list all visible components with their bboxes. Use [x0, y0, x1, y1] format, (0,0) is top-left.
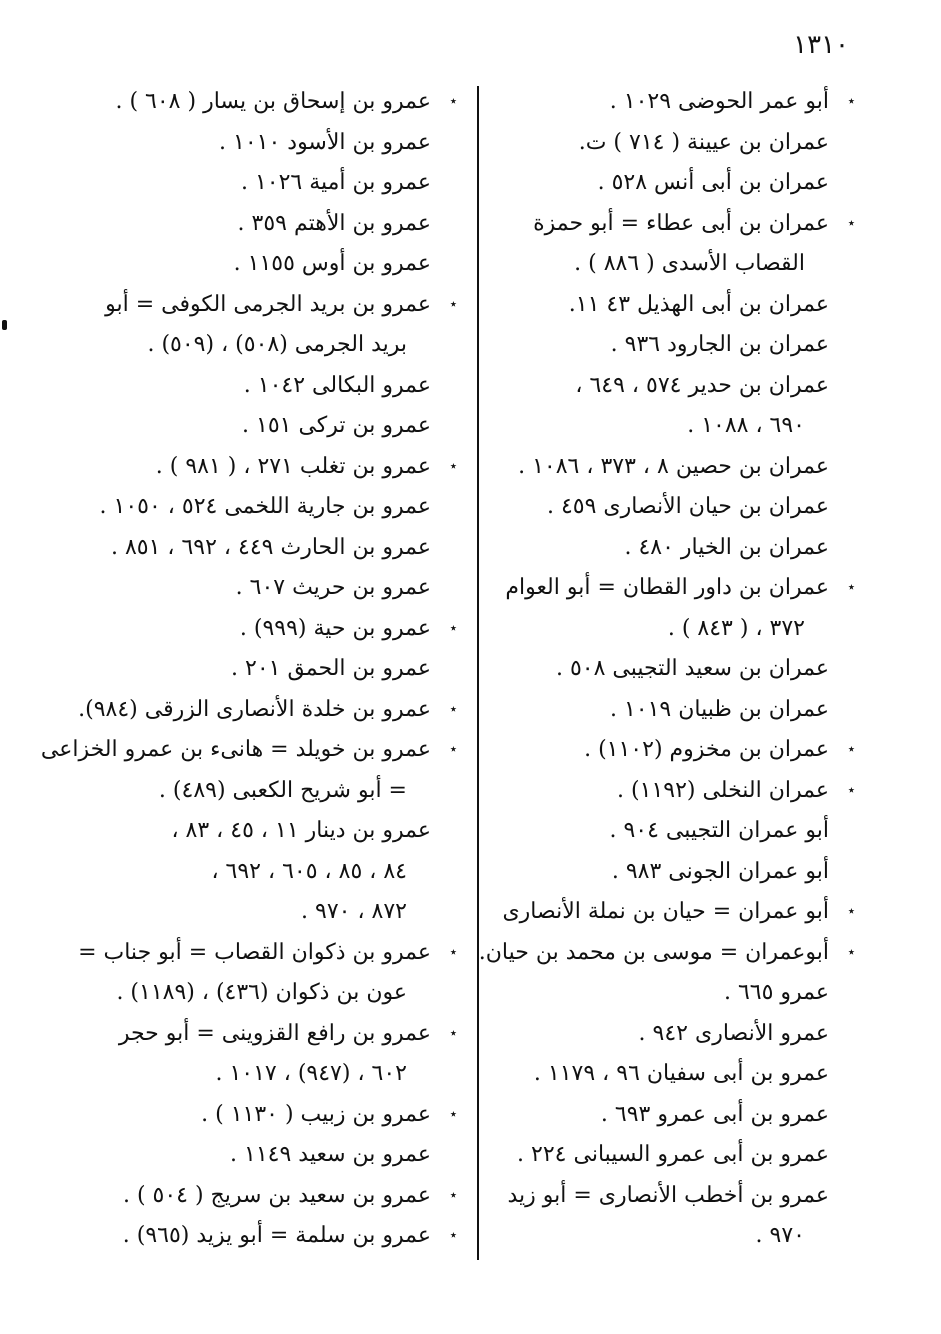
index-entry [499, 609, 829, 650]
index-entry [499, 1014, 829, 1055]
entry-text: عمرو بن أبى عمرو ٦٩٣ . [600, 1101, 829, 1127]
entry-text: عمران بن حصين ٨ ، ٣٧٣ ، ١٠٨٦ . [518, 453, 829, 479]
index-entry [499, 406, 829, 447]
asterisk-marker: ٭ [449, 742, 457, 757]
index-entry [101, 1014, 457, 1055]
index-entry [101, 609, 457, 650]
index-entry [101, 811, 431, 852]
asterisk-marker: ٭ [847, 944, 855, 960]
asterisk-marker: ٭ [449, 1025, 457, 1041]
index-entry [499, 730, 855, 771]
index-entry [101, 852, 431, 893]
entry-text: عمرو بن بريد الجرمى الكوفى = أبو [105, 291, 431, 317]
entry-text: عمران بن ظبيان ١٠١٩ . [609, 696, 829, 722]
index-entry [101, 406, 431, 447]
index-entry [101, 892, 431, 933]
entry-text: عمران بن الجارود ٩٣٦ . [610, 332, 829, 357]
entry-text: بريد الجرمى (٥٠٨) ، (٥٠٩) . [147, 332, 407, 357]
index-entry [101, 1054, 431, 1095]
index-entry [499, 1176, 829, 1217]
asterisk-marker: ٭ [449, 296, 457, 312]
index-entry [101, 528, 431, 569]
entry-text: عمرو بن دينار ١١ ، ٤٥ ، ٨٣ ، [171, 818, 431, 843]
right-column [478, 82, 855, 1257]
entry-text: عمرو بن أمية ١٠٢٦ . [240, 170, 431, 195]
entry-text: عمرو بن خويلد = هانىء بن عمرو الخزاعى [40, 737, 431, 762]
index-entry [499, 487, 829, 528]
index-entry [101, 1216, 457, 1257]
index-entry [499, 1135, 829, 1176]
entry-text: عمرو بن أبى سفيان ٩٦ ، ١١٧٩ . [533, 1061, 829, 1086]
entry-text: عمرو بن الحمق ٢٠١ . [231, 656, 431, 681]
index-entry [101, 325, 431, 366]
asterisk-marker: ٭ [449, 458, 457, 474]
entry-text: عمران بن سعيد التجيبى ٥٠٨ . [555, 656, 829, 681]
entry-text: ٨٧٢ ، ٩٧٠ . [301, 899, 407, 924]
entry-text: عمرو بن سلمة = أبو يزيد (٩٦٥) . [122, 1223, 431, 1248]
index-entry [499, 82, 855, 123]
index-entry [478, 933, 855, 974]
entry-text: عمرو بن سعيد ١١٤٩ . [230, 1142, 431, 1167]
index-entry [101, 82, 457, 123]
entry-text: ٨٤ ، ٨٥ ، ٦٠٥ ، ٦٩٢ ، [211, 858, 407, 884]
index-entry [499, 1095, 829, 1136]
entry-text: عمرو بن خلدة الأنصارى الزرقى (٩٨٤). [78, 696, 431, 722]
asterisk-marker: ٭ [847, 904, 855, 919]
entry-text: عمرو بن سعيد بن سريج ( ٥٠٤ ) . [122, 1182, 431, 1208]
entry-text: ٦٠٢ ، (٩٤٧) ، ١٠١٧ . [215, 1061, 407, 1086]
index-entry [101, 244, 431, 285]
index-entry [499, 447, 829, 488]
entry-text: عمران بن مخزوم (١١٠٢) . [584, 737, 829, 762]
index-entry [499, 568, 855, 609]
index-entry [499, 811, 829, 852]
entry-text: عمرو بن زبيب ( ١١٣٠ ) . [201, 1101, 431, 1127]
entry-text: عمرو بن أوس ١١٥٥ . [233, 251, 431, 276]
entry-text: عمران بن حيان الأنصارى ٤٥٩ . [546, 494, 829, 519]
entry-text: عمران النخلى (١١٩٢) . [617, 777, 829, 803]
index-entry [499, 244, 829, 285]
asterisk-marker: ٭ [847, 580, 855, 595]
asterisk-marker: ٭ [847, 215, 855, 231]
index-entry [101, 487, 431, 528]
entry-text: أبو عمران الجونى ٩٨٣ . [611, 858, 829, 884]
entry-text: عمران بن أبى عطاء = أبو حمزة [533, 210, 829, 236]
entry-text: أبوعمران = موسى بن محمد بن حيان. [478, 939, 829, 965]
entry-text: عمرو بن حية (٩٩٩) . [239, 615, 431, 641]
entry-text: عمرو بن إسحاق بن يسار ( ٦٠٨ ) . [115, 89, 431, 114]
index-entry [101, 366, 431, 407]
asterisk-marker: ٭ [449, 1106, 457, 1122]
index-entry [101, 649, 431, 690]
entry-text: عمرو الأنصارى ٩٤٢ . [638, 1020, 829, 1046]
entry-text: عمرو بن جارية اللخمى ٥٢٤ ، ١٠٥٠ . [99, 494, 431, 519]
entry-text: عمران بن داور القطان = أبو العوام [505, 575, 829, 600]
index-entry [40, 730, 457, 771]
asterisk-marker: ٭ [449, 1228, 457, 1243]
asterisk-marker: ٭ [449, 944, 457, 960]
page-number: ١٣١٠ [793, 30, 849, 60]
entry-text: عمرو بن أخطب الأنصارى = أبو زيد [507, 1182, 829, 1208]
asterisk-marker: ٭ [449, 701, 457, 717]
index-entry [499, 892, 855, 933]
index-entry [499, 123, 829, 164]
entry-text: عمرو بن حريث ٦٠٧ . [235, 575, 431, 600]
asterisk-marker: ٭ [449, 620, 457, 636]
index-entry [499, 366, 829, 407]
index-entry [78, 933, 457, 974]
index-entry [499, 649, 829, 690]
entry-text: ٦٩٠ ، ١٠٨٨ . [687, 413, 805, 438]
asterisk-marker: ٭ [449, 1187, 457, 1203]
entry-text: عمرو البكالى ١٠٤٢ . [243, 372, 431, 398]
entry-text: عمران بن عيينة ( ٧١٤ ) ت. [578, 129, 829, 155]
entry-text: أبو عمران التجيبى ٩٠٤ . [609, 818, 829, 843]
index-entry [101, 973, 431, 1014]
index-entry [101, 1176, 457, 1217]
index-entry [78, 690, 457, 731]
left-column [40, 82, 457, 1257]
entry-text: عمرو بن الحارث ٤٤٩ ، ٦٩٢ ، ٨٥١ . [110, 534, 431, 560]
index-entry [499, 528, 829, 569]
index-entry [499, 771, 855, 812]
entry-text: عمرو بن الأسود ١٠١٠ . [219, 129, 431, 155]
entry-text: عمران بن حدير ٥٧٤ ، ٦٤٩ ، [575, 372, 829, 398]
index-entry [101, 285, 457, 326]
entry-text: عمرو بن الأهتم ٣٥٩ . [237, 210, 431, 236]
entry-text: أبو عمران = حيان بن نملة الأنصارى [502, 899, 829, 924]
column-divider [477, 86, 479, 1260]
index-entry [499, 690, 829, 731]
index-entry [101, 1135, 431, 1176]
entry-text: ٩٧٠ . [755, 1223, 805, 1248]
index-entry [101, 771, 431, 812]
index-entry [101, 123, 431, 164]
asterisk-marker: ٭ [847, 782, 855, 798]
index-entry [499, 325, 829, 366]
index-entry [499, 852, 829, 893]
index-entry [499, 163, 829, 204]
asterisk-marker: ٭ [847, 94, 855, 109]
asterisk-marker: ٭ [449, 94, 457, 109]
entry-text: عمرو بن أبى عمرو السيبانى ٢٢٤ . [517, 1142, 829, 1167]
entry-text: = أبو شريح الكعبى (٤٨٩) . [158, 777, 407, 803]
entry-text: ٣٧٢ ، ( ٨٤٣ ) . [667, 615, 805, 641]
index-entry [101, 568, 431, 609]
index-entry [499, 204, 855, 245]
entry-text: عمرو بن رافع القزوينى = أبو حجر [118, 1020, 431, 1046]
index-entry [499, 1216, 829, 1257]
entry-text: عمرو بن ذكوان القصاب = أبو جناب = [78, 939, 431, 965]
index-entry [101, 1095, 457, 1136]
index-entry [499, 973, 829, 1014]
entry-text: عمرو بن تغلب ٢٧١ ، ( ٩٨١ ) . [155, 453, 431, 479]
entry-text: عون بن ذكوان (٤٣٦) ، (١١٨٩) . [116, 980, 407, 1005]
index-entry [499, 1054, 829, 1095]
index-entry [499, 285, 829, 326]
page-edge-mark [2, 320, 7, 330]
entry-text: عمران بن الخيار ٤٨٠ . [624, 534, 829, 560]
index-entry [101, 163, 431, 204]
entry-text: عمران بن أبى الهذيل ٤٣ ١١. [568, 291, 829, 317]
index-entry [101, 447, 457, 488]
asterisk-marker: ٭ [847, 742, 855, 757]
entry-text: القصاب الأسدى ( ٨٨٦ ) . [574, 251, 805, 276]
index-entry [101, 204, 431, 245]
entry-text: عمرو بن تركى ١٥١ . [242, 413, 431, 438]
entry-text: عمرو ٦٦٥ . [723, 980, 829, 1005]
entry-text: عمران بن أبى أنس ٥٢٨ . [597, 170, 829, 195]
entry-text: أبو عمر الحوضى ١٠٢٩ . [609, 89, 829, 114]
